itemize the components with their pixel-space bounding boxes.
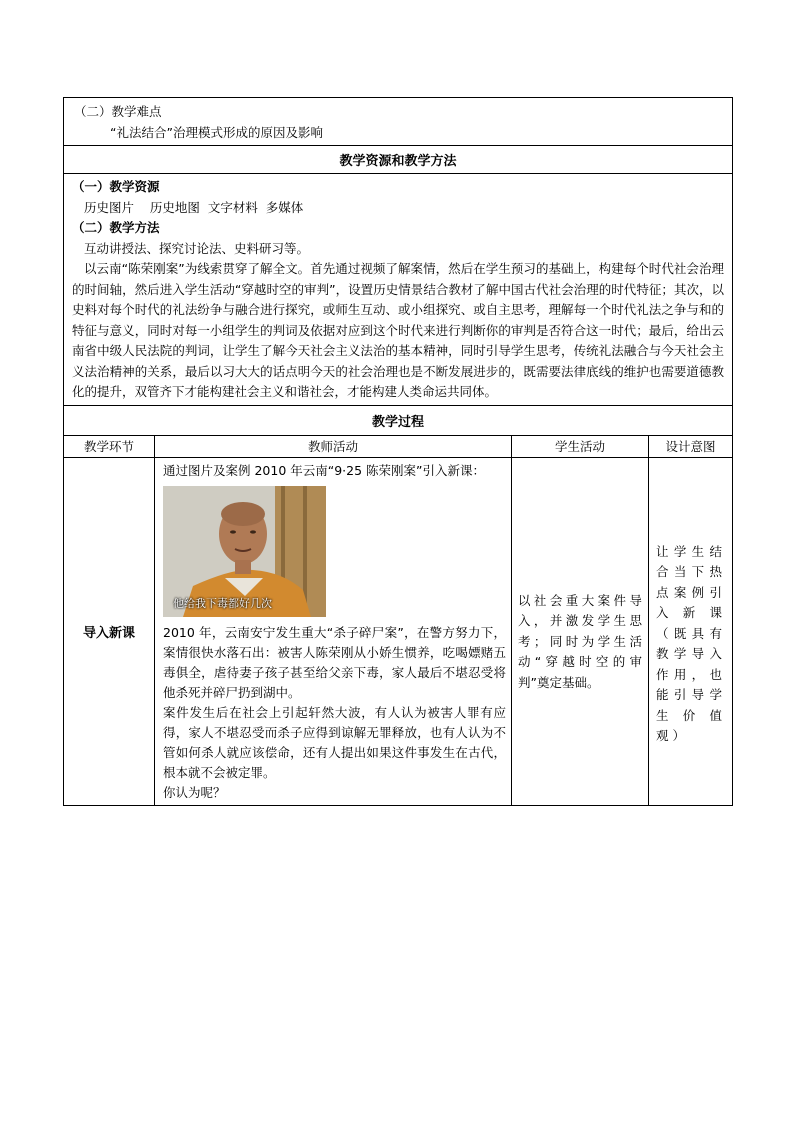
column-header-row (64, 435, 733, 457)
column-header-intent: 设计意图 (649, 435, 733, 457)
resources-items: 历史图片 历史地图 文字材料 多媒体 (84, 199, 304, 215)
difficulty-heading: （二）教学难点 (74, 104, 162, 119)
column-header-stage: 教学环节 (64, 435, 155, 457)
teacher-activity-cell (155, 457, 512, 805)
difficulty-section (64, 98, 733, 146)
stage-cell: 导入新课 (64, 457, 155, 805)
resources-heading: （一）教学资源 (72, 179, 160, 194)
process-bar: 教学过程 (64, 405, 733, 435)
resources-bar: 教学资源和教学方法 (64, 146, 733, 174)
method-description: 以云南“陈荣刚案”为线索贯穿了解全文。首先通过视频了解案情，然后在学生预习的基础上，构建每个时代社会治理的时间轴，然后进入学生活动“穿越时空的审判”，设置历史情景结合教材了解中国古代社会治理的时代特征；其次，以史料对每个时代的礼法纷争与融合进行探究，或师生互动、或小组探究、或自主思考，理解每一个时代礼法之争与和的特征与意义，同时对每一小组学生的判词及依据对应到这个时代来进行判断你的审判是否符合这一时代；最后，给出云南省中级人民法院的判词，让学生了解今天社会主义法治的基本精神，同时引导学生思考，传统礼法融合与今天社会主义法治精神的关系，最后以习大大的话点明今天的社会治理也是不断发展进步的，既需要法律底线的维护也需要道德教化的提升，双管齐下才能构建社会主义和谐社会，才能构建人类命运共同体。 (72, 261, 725, 399)
teacher-intro: 通过图片及案例 2010 年云南“9·25 陈荣刚案”引入新课： (163, 462, 486, 478)
methods-items: 互动讲授法、探究讨论法、史料研习等。 (84, 240, 310, 256)
column-header-teacher: 教师活动 (155, 435, 512, 457)
teacher-paragraph-2: 案件发生后在社会上引起轩然大波，有人认为被害人罪有应得，家人不堪忍受而杀子应得到谅解无罪释放，也有人认为不管如何杀人就应该偿命，还有人提出如果这件事发生在古代，根本就不会被定罪。 (163, 704, 506, 780)
photo-subtitle: 他给我下毒都好几次 (173, 596, 272, 610)
table-row (64, 457, 733, 805)
difficulty-text: “礼法结合”治理模式形成的原因及影响 (110, 125, 323, 140)
lesson-plan-table (63, 97, 733, 806)
teacher-question: 你认为呢？ (163, 784, 226, 800)
student-activity-cell: 以社会重大案件导入，并激发学生思考；同时为学生活动“穿越时空的审判”奠定基础。 (512, 457, 649, 805)
methods-heading: （二）教学方法 (72, 220, 160, 235)
suspect-photo (163, 486, 326, 617)
lesson-plan-page (63, 97, 732, 806)
teacher-paragraph-1: 2010 年，云南安宁发生重大“杀子碎尸案”，在警方努力下，案情很快水落石出：被害人陈荣刚从小娇生惯养，吃喝嫖赌五毒俱全，虐待妻子孩子甚至给父亲下毒，家人最后不堪忍受将他杀死并碎尸扔到湖中。 (163, 624, 506, 700)
column-header-student: 学生活动 (512, 435, 649, 457)
design-intent-cell: 让学生结合当下热点案例引入新课（既具有教学导入作用，也能引导学生价值观） (649, 457, 733, 805)
resources-section (64, 174, 733, 406)
